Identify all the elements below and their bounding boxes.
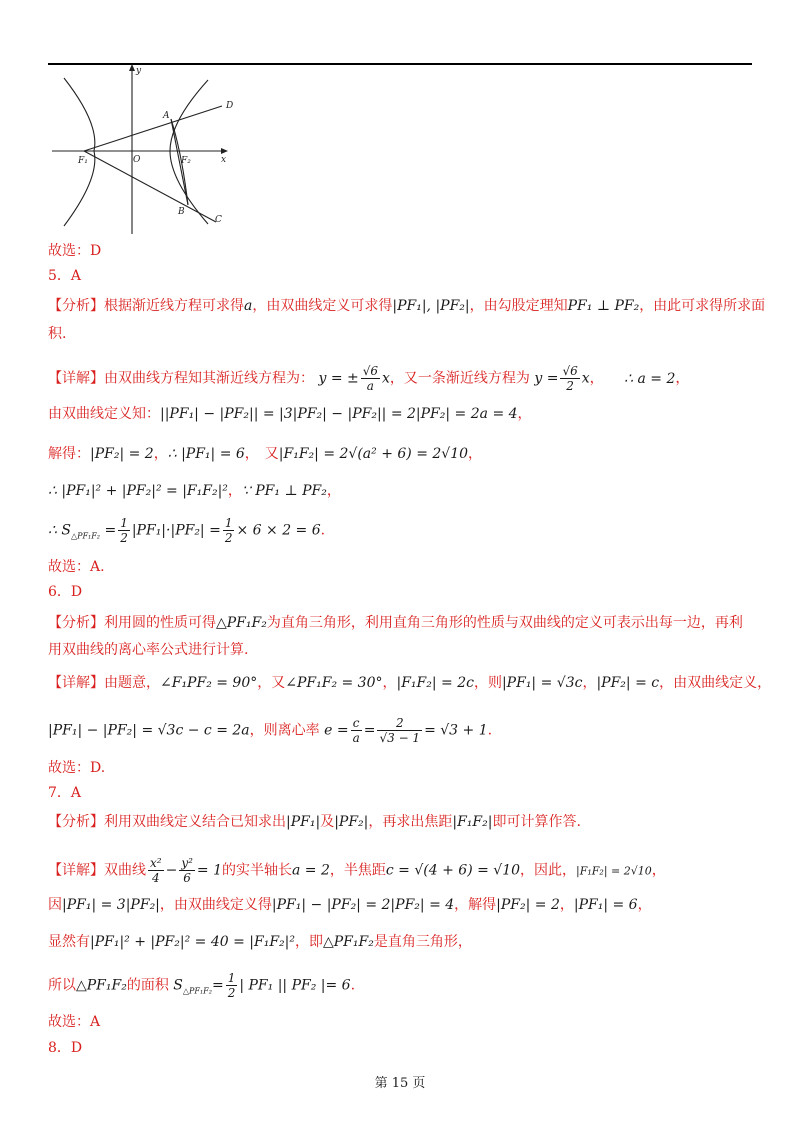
ray-f1-d — [84, 106, 222, 151]
q7-detail-3: 显然有|PF₁|² + |PF₂|² = 40 = |F₁F₂|²，即△PF₁F₂是直角三角形， — [48, 934, 472, 950]
label-d: D — [226, 101, 234, 111]
right-branch — [170, 80, 208, 224]
label-x: x — [221, 155, 227, 165]
q5-definition: 由双曲线定义知：||PF₁| − |PF₂|| = |3|PF₂| − |PF₂|| = 2|PF₂| = 2a = 4， — [48, 406, 532, 422]
page-number: 第 15 页 — [374, 1076, 426, 1091]
q7-detail-4: 所以△PF₁F₂的面积 $S_{\triangle PF_1F_2}=$ $\frac{1}{2}$ | PF₁ || PF₂ |= 6. — [48, 971, 356, 1000]
fraction: $\frac{√6}{a}$ — [362, 364, 379, 393]
q7-answer: 故选：A — [48, 1014, 101, 1030]
hyperbola-figure — [50, 64, 240, 236]
label-f2: F₂ — [181, 156, 191, 166]
q7-analysis: 【分析】利用双曲线定义结合已知求出|PF₁|及|PF₂|，再求出焦距|F₁F₂|即可计算作答. — [48, 814, 581, 830]
q6-analysis-cont: 用双曲线的离心率公式进行计算. — [48, 642, 249, 658]
q5-analysis: 【分析】根据渐近线方程可求得a，由双曲线定义可求得|PF₁|, |PF₂|，由勾股定理知PF₁ ⊥ PF₂，由此可求得所求面 — [48, 298, 766, 314]
q5-area: ∴ $S_{\triangle PF_1F_2}$ = $\frac{1}{2}$ |PF₁|·|PF₂| = $\frac{1}{2}$ × 6 × 2 = 6. — [48, 516, 326, 545]
q7-detail-1: 【详解】双曲线 $\frac{\text{x²}}{4}$ − $\frac{\text{y²}}{6}$ = 1的实半轴长a = 2，半焦距c = √(4 + 6) = √10，因此，|F₁F₂| = 2√10， — [48, 856, 666, 885]
q6-analysis: 【分析】利用圆的性质可得△PF₁F₂为直角三角形，利用直角三角形的性质与双曲线的定义可表示出每一边，再利 — [48, 615, 743, 631]
ray-f1-c — [84, 151, 216, 222]
q6-answer: 故选：D. — [48, 760, 106, 776]
y-arrow — [129, 64, 135, 71]
q5-header: 5．A — [48, 268, 82, 284]
q5-analysis-cont: 积. — [48, 326, 67, 342]
fraction: $\frac{√6}{2}$ — [562, 364, 578, 393]
label-c: C — [215, 215, 222, 225]
q6-detail: 【详解】由题意，∠F₁PF₂ = 90°，又∠PF₁F₂ = 30°，|F₁F₂| = 2c，则|PF₁| = √3c，|PF₂| = c，由双曲线定义， — [48, 675, 772, 691]
q6-header: 6．D — [48, 584, 83, 600]
label-y: y — [136, 66, 142, 76]
q5-answer: 故选：A. — [48, 559, 105, 575]
q5-detail-1: 【详解】由双曲线方程知其渐近线方程为： y = ± $\frac{√6}{a}$ x，又一条渐近线方程为 y = $\frac{√6}{2}$ x， ∴ a = 2， — [48, 364, 690, 393]
label-o: O — [133, 155, 141, 165]
label-b: B — [178, 207, 185, 217]
q8-header: 8．D — [48, 1040, 83, 1056]
q7-detail-2: 因|PF₁| = 3|PF₂|，由双曲线定义得|PF₁| − |PF₂| = 2|PF₂| = 4，解得|PF₂| = 2，|PF₁| = 6， — [48, 897, 652, 913]
label-a: A — [163, 111, 170, 121]
q7-header: 7．A — [48, 785, 82, 801]
label-f1: F₁ — [78, 156, 88, 166]
left-branch — [64, 78, 95, 226]
q5-pythagoras: ∴ |PF₁|² + |PF₂|² = |F₁F₂|²，∵ PF₁ ⊥ PF₂， — [48, 483, 341, 499]
q4-answer: 故选：D — [48, 243, 102, 259]
q6-eccentricity: |PF₁| − |PF₂| = √3c − c = 2a，则离心率 e = $\frac{c}{a}$ = $\frac{2}{√3 - 1}$ = √3 + 1. — [48, 716, 493, 745]
x-arrow — [221, 148, 228, 154]
q5-solve: 解得：|PF₂| = 2，∴ |PF₁| = 6， 又|F₁F₂| = 2√(a² + 6) = 2√10， — [48, 446, 483, 462]
